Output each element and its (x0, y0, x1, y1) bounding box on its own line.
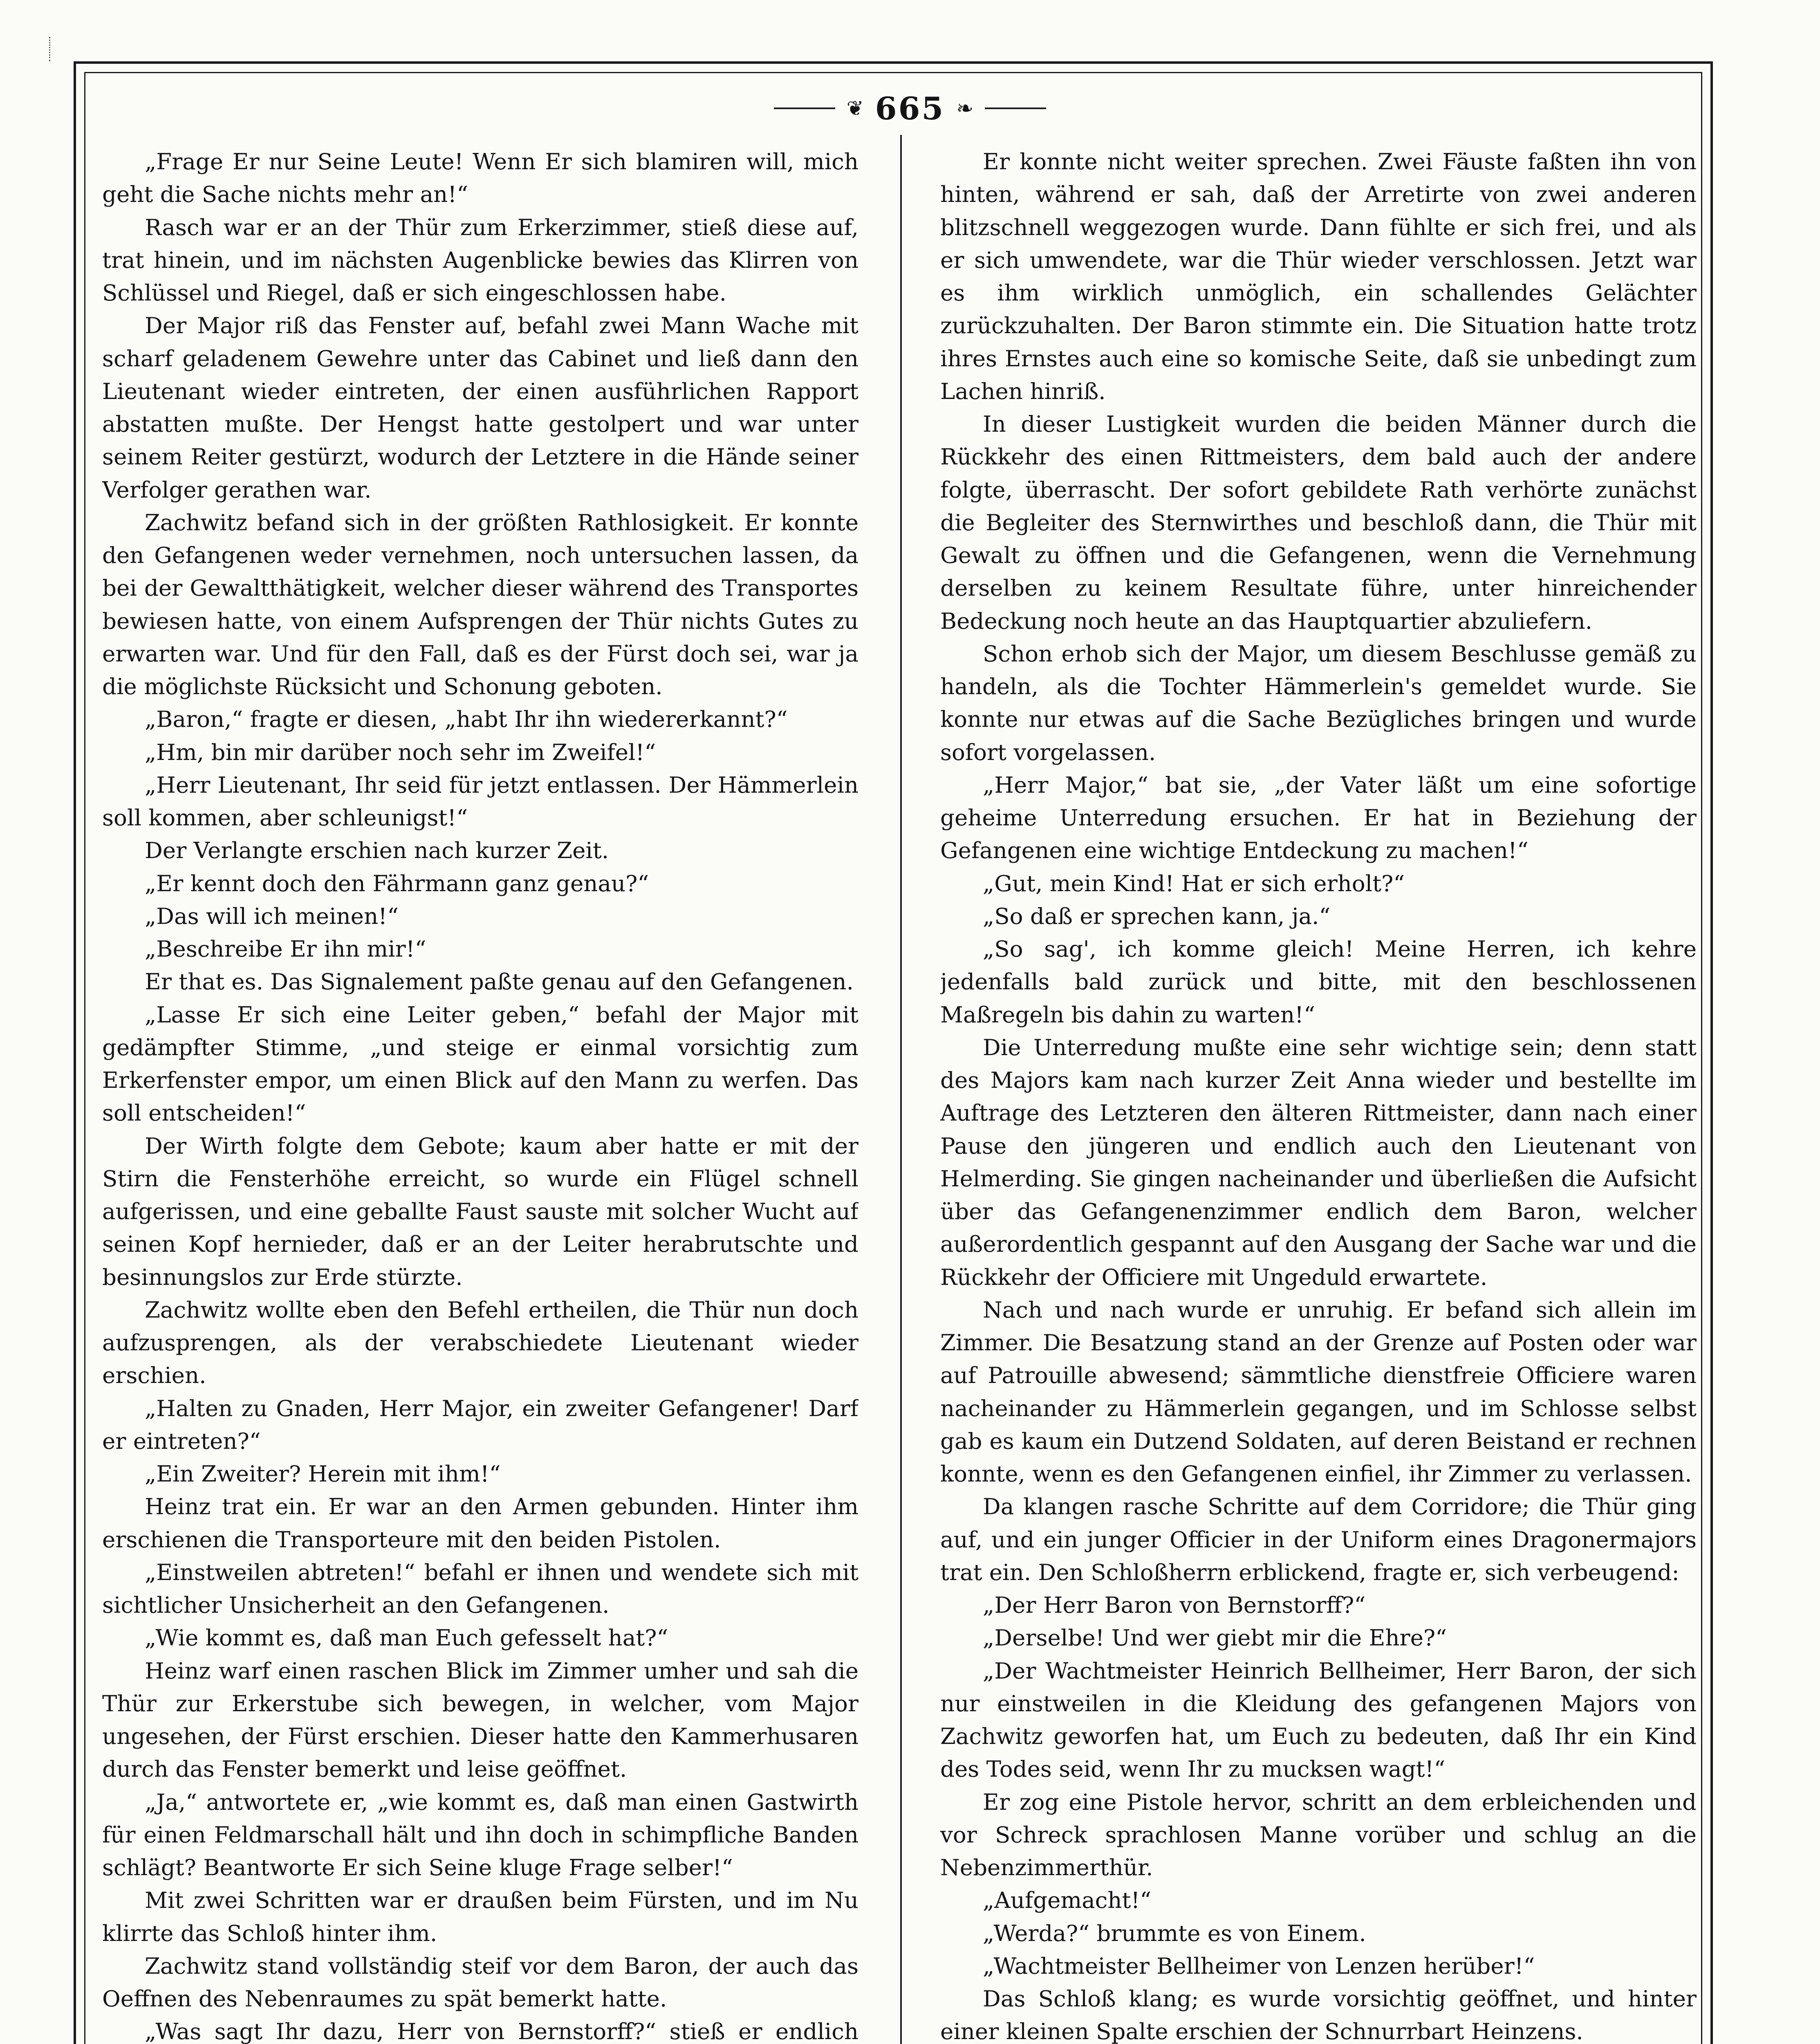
paragraph: Der Verlangte erschien nach kurzer Zeit. (145, 837, 609, 864)
paragraph: In dieser Lustigkeit wurden die beiden Männer durch die Rückkehr des einen Rittmeisters, dem bald auch der andere folgte, überrascht. Der sofort gebildete Rath verhörte zunächst die Begleiter des Sternwirthes und beschloß dann, die Thür mit Gewalt zu öffnen und die Gefangenen, wenn die Vernehmung derselben zu keinem Resultate führe, unter hinreichender Bedeckung noch heute an das Hauptquartier abzuliefern. (940, 411, 1697, 634)
paragraph: „Aufgemacht!“ (983, 1887, 1152, 1914)
column-divider (900, 135, 902, 2044)
paragraph: Mit zwei Schritten war er draußen beim Fürsten, und im Nu klirrte das Schloß hinter ihm. (102, 1887, 858, 1946)
paragraph: „Derselbe! Und wer giebt mir die Ehre?“ (983, 1625, 1447, 1651)
header-ornament-right: ❧ (956, 96, 974, 120)
header-ornament-left: ❦ (846, 96, 864, 120)
paragraph: Schon erhob sich der Major, um diesem Beschlusse gemäß zu handeln, als die Tochter Hämmerlein's gemeldet wurde. Sie konnte nur etwas auf die Sache Bezügliches bringen und wurde sofort vorgelassen. (940, 640, 1697, 765)
paragraph: Zachwitz befand sich in der größten Rathlosigkeit. Er konnte den Gefangenen weder vernehmen, noch untersuchen lassen, da bei der Gewaltthätigkeit, welcher dieser während des Transportes bewiesen hatte, von einem Aufsprengen der Thür nichts Gutes zu erwarten war. Und für den Fall, daß es der Fürst doch sei, war ja die möglichste Rücksicht und Schonung geboten. (102, 509, 858, 699)
paragraph: Rasch war er an der Thür zum Erkerzimmer, stieß diese auf, trat hinein, und im nächsten Augenblicke bewies das Klirren von Schlüssel und Riegel, daß er sich eingeschlossen habe. (102, 214, 858, 306)
paragraph: Die Unterredung mußte eine sehr wichtige sein; denn statt des Majors kam nach kurzer Zeit Anna wieder und bestellte im Auftrage des Letzteren den älteren Rittmeister, dann nach einer Pause den jüngeren und endlich auch den Lieutenant von Helmerding. Sie gingen nacheinander und überließen die Aufsicht über das Gefangenenzimmer endlich dem Baron, welcher außerordentlich gespannt auf den Ausgang der Sache war und die Rückkehr der Officiere mit Ungeduld erwartete. (940, 1034, 1697, 1290)
paragraph: „Ein Zweiter? Herein mit ihm!“ (145, 1461, 501, 1487)
paragraph: Er konnte nicht weiter sprechen. Zwei Fäuste faßten ihn von hinten, während er sah, daß der Arretirte von zwei anderen blitzschnell weggezogen wurde. Dann fühlte er sich frei, und als er sich umwendete, war die Thür wieder verschlossen. Jetzt war es ihm wirklich unmöglich, ein schallendes Gelächter zurückzuhalten. Der Baron stimmte ein. Die Situation hatte trotz ihres Ernstes auch eine so komische Seite, daß sie unbedingt zum Lachen hinriß. (940, 148, 1697, 404)
paragraph: Zachwitz wollte eben den Befehl ertheilen, die Thür nun doch aufzusprengen, als der verabschiedete Lieutenant wieder erschien. (102, 1296, 858, 1389)
paragraph: Er zog eine Pistole hervor, schritt an dem erbleichenden und vor Schreck sprachlosen Manne vorüber und schlug an die Nebenzimmerthür. (940, 1788, 1697, 1880)
page-header (0, 82, 1820, 135)
paragraph: Der Wirth folgte dem Gebote; kaum aber hatte er mit der Stirn die Fensterhöhe erreicht, so wurde ein Flügel schnell aufgerissen, und eine geballte Faust sauste mit solcher Wucht auf seinen Kopf hernieder, daß er an der Leiter herabrutschte und besinnungslos zur Erde stürzte. (102, 1132, 858, 1290)
paragraph: Da klangen rasche Schritte auf dem Corridore; die Thür ging auf, und ein junger Officier in der Uniform eines Dragonermajors trat ein. Den Schloßherrn erblickend, fragte er, sich verbeugend: (940, 1493, 1697, 1585)
paragraph: „Hm, bin mir darüber noch sehr im Zweifel!“ (145, 739, 656, 765)
right-column (940, 145, 1697, 2044)
paragraph: „Lasse Er sich eine Leiter geben,“ befahl der Major mit gedämpfter Stimme, „und steige er einmal vorsichtig zum Erkerfenster empor, um einen Blick auf den Mann zu werfen. Das soll entscheiden!“ (102, 1001, 858, 1126)
paragraph: Das Schloß klang; es wurde vorsichtig geöffnet, und hinter einer kleinen Spalte erschien der Schnurrbart Heinzens. (940, 1986, 1697, 2044)
paragraph: Zachwitz stand vollständig steif vor dem Baron, der auch das Oeffnen des Nebenraumes zu spät bemerkt hatte. (102, 1952, 858, 2012)
paragraph: „Gut, mein Kind! Hat er sich erholt?“ (983, 870, 1405, 896)
paragraph: „Frage Er nur Seine Leute! Wenn Er sich blamiren will, mich geht die Sache nichts mehr an!“ (102, 148, 858, 208)
paragraph: Heinz warf einen raschen Blick im Zimmer umher und sah die Thür zur Erkerstube sich bewegen, in welcher, vom Major ungesehen, der Fürst erschien. Dieser hatte den Kammerhusaren durch das Fenster bemerkt und leise geöffnet. (102, 1657, 858, 1782)
paragraph: „So sag', ich komme gleich! Meine Herren, ich kehre jedenfalls bald zurück und bitte, mit den beschlossenen Maßregeln bis dahin zu warten!“ (940, 936, 1697, 1028)
paragraph: „Was sagt Ihr dazu, Herr von Bernstorff?“ stieß er endlich (145, 2018, 858, 2044)
left-column (102, 145, 858, 2044)
paragraph: „Wachtmeister Bellheimer von Lenzen herüber!“ (983, 1952, 1535, 1979)
paragraph: „Herr Lieutenant, Ihr seid für jetzt entlassen. Der Hämmerlein soll kommen, aber schleunigst!“ (102, 771, 858, 831)
paragraph: Er that es. Das Signalement paßte genau auf den Gefangenen. (145, 968, 854, 995)
header-rule-right (985, 108, 1046, 109)
paragraph: Der Major riß das Fenster auf, befahl zwei Mann Wache mit scharf geladenem Gewehre unter das Cabinet und ließ dann den Lieutenant wieder eintreten, der einen ausführlichen Rapport abstatten mußte. Der Hengst hatte gestolpert und war unter seinem Reiter gestürzt, wodurch der Letztere in die Hände seiner Verfolger gerathen war. (102, 312, 858, 503)
paragraph: Heinz trat ein. Er war an den Armen gebunden. Hinter ihm erschienen die Transporteure mit den beiden Pistolen. (102, 1493, 858, 1553)
paragraph: „Einstweilen abtreten!“ befahl er ihnen und wendete sich mit sichtlicher Unsicherheit an den Gefangenen. (102, 1559, 858, 1618)
paragraph: „So daß er sprechen kann, ja.“ (983, 903, 1331, 929)
header-rule-left (774, 108, 835, 109)
paragraph: „Baron,“ fragte er diesen, „habt Ihr ihn wiedererkannt?“ (145, 706, 788, 733)
paragraph: „Ja,“ antwortete er, „wie kommt es, daß man einen Gastwirth für einen Feldmarschall hält und ihn doch in schimpfliche Banden schlägt? Beantworte Er sich Seine kluge Frage selber!“ (102, 1788, 858, 1880)
paragraph: „Wie kommt es, daß man Euch gefesselt hat?“ (145, 1625, 668, 1651)
page-number: 665 (875, 90, 945, 127)
paragraph: „Halten zu Gnaden, Herr Major, ein zweiter Gefangener! Darf er eintreten?“ (102, 1395, 858, 1454)
paragraph: „Herr Major,“ bat sie, „der Vater läßt um eine sofortige geheime Unterredung ersuchen. Er hat in Beziehung der Gefangenen eine wichtige Entdeckung zu machen!“ (940, 771, 1697, 864)
paragraph: „Er kennt doch den Fährmann ganz genau?“ (145, 870, 649, 896)
paragraph: „Werda?“ brummte es von Einem. (983, 1920, 1366, 1946)
paragraph: Nach und nach wurde er unruhig. Er befand sich allein im Zimmer. Die Besatzung stand an der Grenze auf Posten oder war auf Patrouille abwesend; sämmtliche dienstfreie Officiere waren nacheinander zu Hämmerlein gegangen, und im Schlosse selbst gab es kaum ein Dutzend Soldaten, auf deren Beistand er rechnen konnte, wenn es den Gefangenen einfiel, ihr Zimmer zu verlassen. (940, 1296, 1697, 1487)
margin-mark (49, 37, 60, 61)
paragraph: „Der Herr Baron von Bernstorff?“ (983, 1592, 1366, 1618)
paragraph: „Beschreibe Er ihn mir!“ (145, 936, 426, 962)
paragraph: „Das will ich meinen!“ (145, 903, 399, 929)
paragraph: „Der Wachtmeister Heinrich Bellheimer, Herr Baron, der sich nur einstweilen in die Kleidung des gefangenen Majors von Zachwitz geworfen hat, um Euch zu bedeuten, daß Ihr ein Kind des Todes seid, wenn Ihr zu mucksen wagt!“ (940, 1657, 1697, 1782)
